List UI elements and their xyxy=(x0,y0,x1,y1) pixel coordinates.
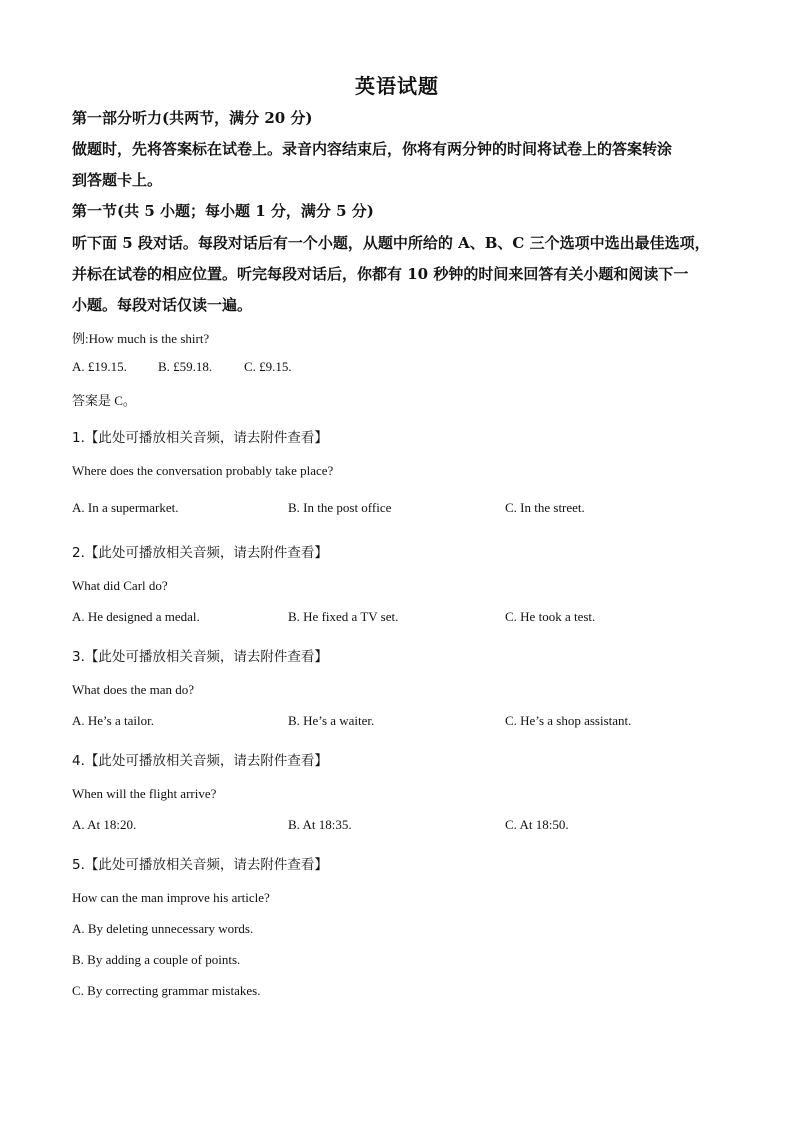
option-b: B. He’s a waiter. xyxy=(288,713,375,728)
example-option-c: C. £9.15. xyxy=(244,359,292,374)
option-a: A. By deleting unnecessary words. xyxy=(72,921,254,936)
option-c: C. He took a test. xyxy=(505,609,596,624)
example-option-a: A. £19.15. xyxy=(72,359,127,374)
example-question: 例:How much is the shirt? xyxy=(72,331,210,346)
question-text: How can the man improve his article? xyxy=(72,890,270,905)
example-answer: 答案是 C。 xyxy=(72,393,136,408)
option-b: B. At 18:35. xyxy=(288,817,352,832)
option-a: A. He’s a tailor. xyxy=(72,713,154,728)
question-number-audio-link[interactable]: 2.【此处可播放相关音频，请去附件查看】 xyxy=(72,545,328,561)
question-text: Where does the conversation probably take place? xyxy=(72,463,334,478)
option-c: C. By correcting grammar mistakes. xyxy=(72,983,261,998)
question-number-audio-link[interactable]: 4.【此处可播放相关音频，请去附件查看】 xyxy=(72,753,328,769)
part1-instruction-line: 做题时，先将答案标在试卷上。录音内容结束后，你将有两分钟的时间将试卷上的答案转涂 xyxy=(72,140,673,158)
option-b: B. By adding a couple of points. xyxy=(72,952,241,967)
option-c: C. He’s a shop assistant. xyxy=(505,713,632,728)
section1-instruction-line: 小题。每段对话仅读一遍。 xyxy=(72,296,253,314)
question-number-audio-link[interactable]: 5.【此处可播放相关音频，请去附件查看】 xyxy=(72,857,328,873)
part1-heading: 第一部分听力(共两节，满分 20 分) xyxy=(72,109,313,127)
option-a: A. At 18:20. xyxy=(72,817,137,832)
page-title: 英语试题 xyxy=(355,74,439,98)
section1-instruction-line: 并标在试卷的相应位置。听完每段对话后，你都有 10 秒钟的时间来回答有关小题和阅读下一 xyxy=(72,265,689,283)
option-a: A. In a supermarket. xyxy=(72,500,179,515)
option-c: C. In the street. xyxy=(505,500,585,515)
option-b: B. He fixed a TV set. xyxy=(288,609,399,624)
question-number-audio-link[interactable]: 1.【此处可播放相关音频，请去附件查看】 xyxy=(72,430,328,446)
question-text: What does the man do? xyxy=(72,682,195,697)
question-text: When will the flight arrive? xyxy=(72,786,217,801)
example-option-b: B. £59.18. xyxy=(158,359,213,374)
option-b: B. In the post office xyxy=(288,500,392,515)
section1-instruction-line: 听下面 5 段对话。每段对话后有一个小题，从题中所给的 A、B、C 三个选项中选出最佳选项， xyxy=(72,234,710,252)
question-text: What did Carl do? xyxy=(72,578,168,593)
option-a: A. He designed a medal. xyxy=(72,609,200,624)
part1-instruction-line: 到答题卡上。 xyxy=(72,171,163,189)
section1-heading: 第一节(共 5 小题；每小题 1 分，满分 5 分) xyxy=(72,202,374,220)
question-number-audio-link[interactable]: 3.【此处可播放相关音频，请去附件查看】 xyxy=(72,649,328,665)
option-c: C. At 18:50. xyxy=(505,817,569,832)
